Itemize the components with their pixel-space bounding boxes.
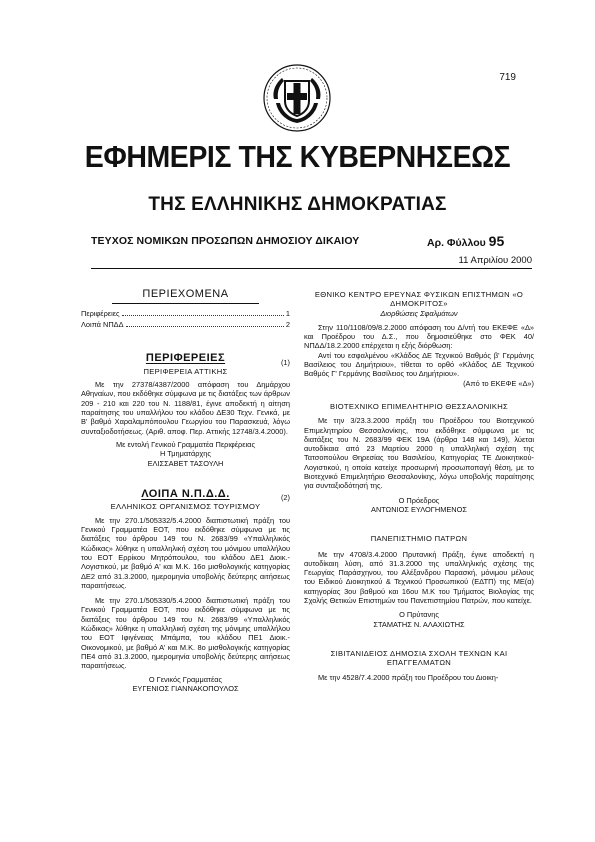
issue-label: Αρ. Φύλλου — [427, 237, 486, 249]
paragraph: Με την 3/23.3.2000 πράξη του Προέδρου του Βιοτεχνικού Επιμελητηρίου Θεσσαλονίκης, που εκδόθηκε σύμφωνα με τις διατάξεις του Ν. 2683/99 ΦΕΚ 19Α (άρθρα 148 και 149), λύεται αυτοδίκαια από 23 Μαρτίου 2000 η υπαλληλική σχέση της Τατσοπούλου Θηρεσίας του Βασιλείου, Κατηγορίας ΤΕ Διοικητικού-Λογιστικού, η οποία κατείχε προσωρινή προσωποπαγή θέση, με το Βιοτεχνικό Επιμελητήριο Θεσσαλονίκης, λόγω υποβολής παραίτησης για συνταξιοδότησή της. — [304, 416, 534, 491]
toc-item-label: Λοιπά ΝΠΔΔ — [81, 320, 124, 330]
series-label: ΤΕΥΧΟΣ ΝΟΜΙΚΩΝ ΠΡΟΣΩΠΩΝ ΔΗΜΟΣΙΟΥ ΔΙΚΑΙΟΥ — [91, 235, 360, 247]
gazette-title: ΕΦΗΜΕΡΙΣ ΤΗΣ ΚΥΒΕΡΝΗΣΕΩΣ — [84, 139, 511, 174]
section-number: (1) — [280, 357, 290, 367]
paragraph: Με την 27378/4387/2000 απόφαση του Δημάρχου Αθηναίων, που εκδόθηκε σύμφωνα με τις διατάξεις των άρθρων 209 - 210 και 220 του Ν. 1188/81, έγινε αποδεκτή η αίτηση παραίτησης του υπαλλήλου του κλάδου ΔΕ30 Τεχν. Γενικά, με Β' βαθμό Χαραλαμπόπουλου Γεωργίου του Παρασκευά, λόγω συνταξιοδοτήσεως. (Αριθ. αποφ. Περ. Αττικής 12748/3.4.2000). — [81, 380, 290, 436]
paragraph: Με την 270.1/505330/5.4.2000 διαπιστωτική πράξη του Γενικού Γραμματέα ΕΟΤ, που εκδόθηκε σύμφωνα με τις διατάξεις του άρθρου 149 του Ν. 2683/99 «Υπαλληλικός Κώδικας» λύθηκε η υπαλληλική σχέση της μόνιμης υπαλλήλου του ΕΟΤ Ιφιγένειας Μπάμπα, του κλάδου ΠΕ1 Διοικ.-Οικονομικού, με βαθμό Α' και Μ.Κ. 8ο μισθολογικής κατηγορίας ΠΕ4 από 31.3.2000, ημερομηνία υποβολής δεύτερης αιτήσεως παραιτήσεως. — [81, 596, 290, 671]
toc-item[interactable] — [81, 308, 290, 319]
gazette-subtitle: ΤΗΣ ΕΛΛΗΝΙΚΗΣ ΔΗΜΟΚΡΑΤΙΑΣ — [148, 194, 447, 215]
toc-item[interactable] — [81, 319, 290, 330]
header-divider — [91, 268, 532, 269]
signature-line: (Από το ΕΚΕΦΕ «Δ») — [463, 378, 534, 388]
section-heading: ΛΟΙΠΑ Ν.Π.Δ.Δ. — [141, 487, 230, 500]
notice-subtitle: Διορθώσεις Σφαλμάτων — [380, 308, 458, 318]
signature-name: ΣΤΑΜΑΤΗΣ Ν. ΑΛΑΧΙΩΤΗΣ — [373, 619, 465, 629]
signature-name: ΕΛΙΣΣΑΒΕΤ ΤΑΣΟΥΛΗ — [147, 458, 224, 468]
issue-value: 95 — [488, 233, 505, 249]
signature-line: Ο Γενικός Γραμματέας — [148, 674, 223, 684]
paragraph: Στην 110/1108/09/8.2.2000 απόφαση του Δ/ντή του ΕΚΕΦΕ «Δ» και Προέδρου του Δ.Σ., που δημοσιεύθηκε στο ΦΕΚ 40/ΝΠΔΔ/18.2.2000 επέρχεται η εξής διόρθωση: — [304, 322, 534, 351]
organization-heading: ΣΙΒΙΤΑΝΙΔΕΙΟΣ ΔΗΜΟΣΙΑ ΣΧΟΛΗ ΤΕΧΝΩΝ ΚΑΙ ΕΠΑΓΓΕΛΜΑΤΩΝ — [330, 648, 508, 668]
left-column — [81, 290, 290, 693]
right-column — [304, 290, 534, 682]
toc-divider — [112, 303, 258, 304]
paragraph: Με την 4528/7.4.2000 πράξη του Προέδρου του Διοικη- — [318, 672, 499, 682]
signature-name: ΕΥΓΕΝΙΟΣ ΓΙΑΝΝΑΚΟΠΟΥΛΟΣ — [132, 683, 239, 693]
greek-coat-of-arms-icon — [262, 63, 332, 133]
toc-dots — [122, 308, 284, 316]
page-number: 719 — [499, 72, 516, 83]
signature-line: Ο Πρύτανης — [399, 610, 439, 620]
toc-dots — [126, 319, 284, 327]
paragraph: Με την 270.1/505332/5.4.2000 διαπιστωτική πράξη του Γενικού Γραμματέα ΕΟΤ, που εκδόθηκε σύμφωνα με τις διατάξεις του άρθρου 149 του Ν. 2683/99 «Υπαλληλικός Κώδικας» λύθηκε η υπαλληλική σχέση του μόνιμου υπαλλήλου του ΕΟΤ Ερρίκου Μητρόπουλου, του κλάδου ΔΕ1 Διοικ.-Λογιστικού, με βαθμό Α' και Μ.Κ. 16ο μισθολογικής κατηγορίας ΔΕ2 από 31.3.2000, ημερομηνία υποβολής δεύτερης αιτήσεως παραιτήσεως. — [81, 515, 290, 590]
toc-heading: ΠΕΡΙΕΧΟΜΕΝΑ — [142, 288, 229, 300]
organization-heading: ΠΑΝΕΠΙΣΤΗΜΙΟ ΠΑΤΡΩΝ — [370, 534, 468, 544]
section-number: (2) — [280, 493, 290, 503]
toc-item-page: 2 — [285, 320, 290, 330]
paragraph: Με την 4708/3.4.2000 Πρυτανική Πράξη, έγινε αποδεκτή η αυτοδίκαιη λύση, από 31.3.2000 της υπαλληλικής σχέσης της Γεωργίας Παράσχηνου, του Αλέξανδρου Παρασκή, μόνιμου μέλους του Ειδικού Διοικητικού & Τεχνικού Προσωπικού (ΕΔΤΠ) της ΜΕ(α) κατηγορίας 3ου βαθμού και 16ου Μ.Κ του Τμήματος Βιολογίας της Σχολής Θετικών Επιστημών του Πανεπιστημίου Πατρών, που κατείχε. — [304, 549, 534, 606]
signature-line: Με εντολή Γενικού Γραμματέα Περιφέρειας — [115, 439, 256, 449]
organization-heading: ΒΙΟΤΕΧΝΙΚΟ ΕΠΙΜΕΛΗΤΗΡΙΟ ΘΕΣΣΑΛΟΝΙΚΗΣ — [329, 401, 509, 411]
issue-date: 11 Απριλίου 2000 — [458, 255, 532, 266]
paragraph: Αντί του εσφαλμένου «Κλάδος ΔΕ Τεχνικού Βαθμός β' Γερμάνης Βασίλειος του Δημήτριου», τίθεται το ορθό «Κλάδος ΔΕ Τεχνικού Βαθμός Γ' Γερμάνης Βασίλειος του Δημήτριου». — [304, 350, 534, 379]
signature-line: Ο Πρόεδρος — [398, 495, 440, 505]
organization-heading: ΕΘΝΙΚΟ ΚΕΝΤΡΟ ΕΡΕΥΝΑΣ ΦΥΣΙΚΩΝ ΕΠΙΣΤΗΜΩΝ «Ο ΔΗΜΟΚΡΙΤΟΣ» — [314, 290, 524, 309]
toc-item-label: Περιφέρειες — [81, 309, 120, 319]
issue-number — [427, 233, 504, 249]
signature-line: Η Τμηματάρχης — [160, 449, 211, 459]
organization-heading: ΠΕΡΙΦΕΡΕΙΑ ΑΤΤΙΚΗΣ — [143, 366, 228, 376]
toc-item-page: 1 — [285, 309, 290, 319]
organization-heading: ΕΛΛΗΝΙΚΟΣ ΟΡΓΑΝΙΣΜΟΣ ΤΟΥΡΙΣΜΟΥ — [110, 502, 261, 512]
signature-name: ΑΝΤΩΝΙΟΣ ΕΥΛΟΓΗΜΕΝΟΣ — [371, 504, 467, 514]
section-heading: ΠΕΡΙΦΕΡΕΙΕΣ — [145, 352, 226, 365]
